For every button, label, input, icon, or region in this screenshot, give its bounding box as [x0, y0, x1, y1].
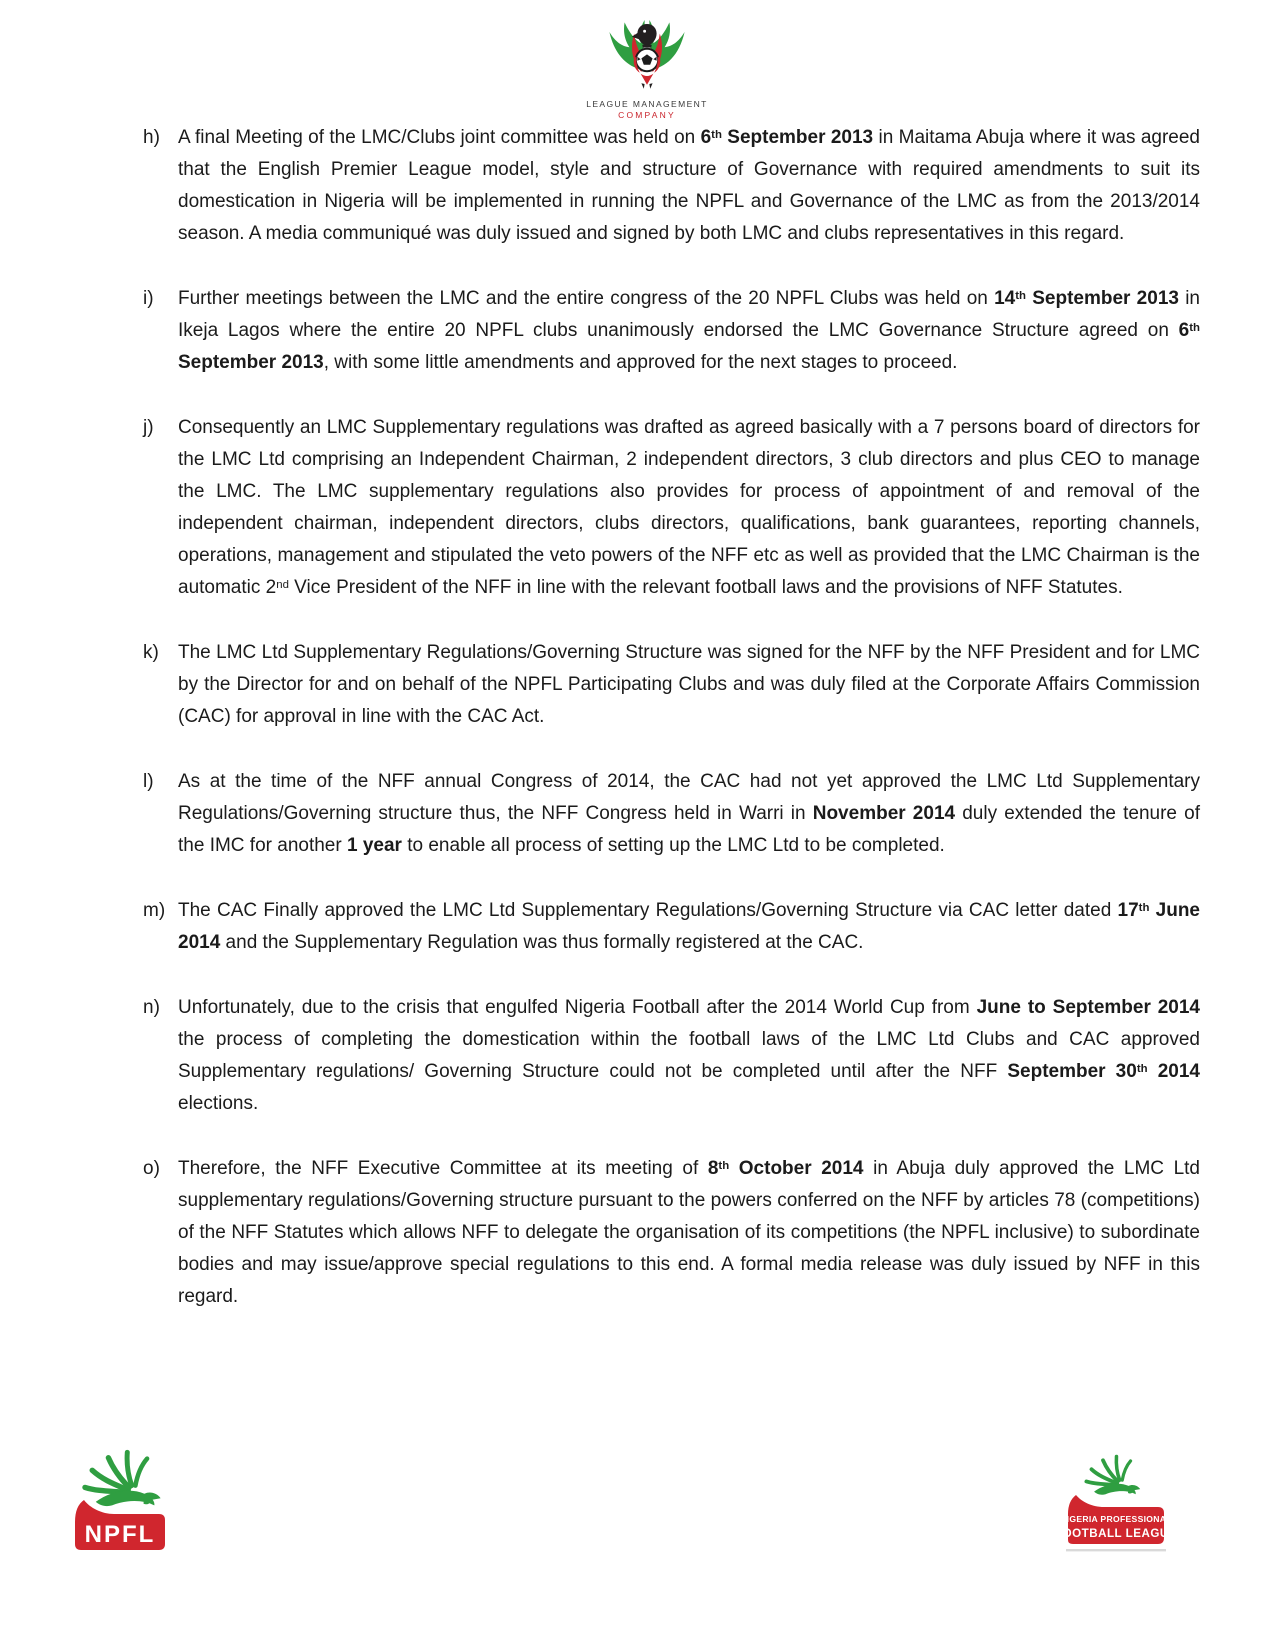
text-segment: A final Meeting of the LMC/Clubs joint committee was held on [178, 127, 701, 148]
text-segment: As at the time of the NFF annual Congress of 2014, the CAC had not yet approved the LMC Ltd Supplementary Regulations/Governing structure thus, the NFF Congress held in Warri in [178, 771, 1200, 824]
text-segment: 2014 [1147, 1061, 1201, 1082]
text-segment: 8 [707, 1158, 719, 1179]
paragraph-text [178, 992, 1200, 1120]
text-segment: duly extended the tenure of the IMC for another [178, 803, 1200, 856]
text-segment: th [1015, 289, 1027, 302]
npfl-wordmark-line2: FOOTBALL LEAGUE [1055, 1527, 1166, 1540]
npfl-logo-icon [70, 1444, 170, 1554]
text-segment: 6 [700, 127, 712, 148]
paragraph-i [143, 283, 1200, 379]
text-segment: October 2014 [729, 1158, 864, 1179]
text-segment: June to September 2014 [976, 997, 1200, 1018]
paragraph-label: k) [143, 642, 159, 663]
paragraph-label: n) [143, 997, 160, 1018]
text-segment: 1 year [346, 835, 402, 856]
paragraph-text [178, 895, 1200, 959]
text-segment: and the Supplementary Regulation was thus formally registered at the CAC. [220, 932, 864, 953]
text-segment: Vice President of the NFF in line with the relevant football laws and the provisions of NFF Statutes. [288, 577, 1123, 598]
text-segment: th [711, 128, 722, 141]
lmc-logo [582, 16, 712, 120]
text-segment: Unfortunately, due to the crisis that engulfed Nigeria Football after the 2014 World Cup from [178, 997, 977, 1018]
text-segment: The CAC Finally approved the LMC Ltd Supplementary Regulations/Governing Structure via CAC letter dated [178, 900, 1118, 921]
npfl-logo [70, 1444, 170, 1559]
paragraph-label: h) [143, 127, 160, 148]
npfl-wordmark-line1: NIGERIA PROFESSIONAL [1060, 1514, 1166, 1524]
text-segment: Consequently an LMC Supplementary regulations was drafted as agreed basically with a 7 persons board of directors for the LMC Ltd comprising an Independent Chairman, 2 independent directors, 3 club directors and plus CEO to manage the LMC. The LMC supplementary regulations also provides for process of appointment of and removal of the independent chairman, independent directors, clubs directors, qualifications, bank guarantees, reporting channels, operations, management and stipulated the veto powers of the NFF etc as well as provided that the LMC Chairman is the automatic 2 [178, 417, 1200, 598]
paragraph-text [178, 1153, 1200, 1313]
paragraph-n [143, 992, 1200, 1120]
logo-underline [1066, 1549, 1166, 1551]
paragraph-text [178, 283, 1200, 379]
text-segment: September 2013 [178, 352, 324, 373]
npfl-eagle-icon [1086, 1456, 1140, 1494]
text-segment: th [1189, 321, 1200, 334]
paragraph-l [143, 766, 1200, 862]
text-segment: th [718, 1159, 730, 1172]
paragraph-text [178, 637, 1200, 733]
paragraph-label: i) [143, 288, 154, 309]
lmc-crest-icon [599, 16, 695, 96]
paragraph-label: m) [143, 900, 166, 921]
paragraph-o [143, 1153, 1200, 1313]
npfl-eagle-icon [85, 1452, 161, 1506]
text-segment: th [1138, 901, 1150, 914]
text-segment: September 2013 [1026, 288, 1179, 309]
text-segment: 6 [1178, 320, 1190, 341]
npfl-wordmark-icon [1046, 1452, 1166, 1554]
lmc-logo-text-line2: COMPANY [618, 110, 676, 120]
paragraph-m [143, 895, 1200, 959]
paragraph-text [178, 766, 1200, 862]
text-segment: nd [276, 578, 289, 591]
paragraph-text [178, 412, 1200, 604]
npfl-wordmark-logo [1046, 1452, 1166, 1559]
lmc-logo-text-line1: LEAGUE MANAGEMENT [586, 99, 708, 109]
paragraph-list [143, 122, 1200, 1346]
text-segment: 17 [1117, 900, 1139, 921]
paragraph-label: j) [143, 417, 154, 438]
paragraph-k [143, 637, 1200, 733]
text-segment: November 2014 [812, 803, 956, 824]
text-segment: September 2013 [721, 127, 874, 148]
text-segment: , with some little amendments and approved for the next stages to proceed. [323, 352, 958, 373]
text-segment: Further meetings between the LMC and the entire congress of the 20 NPFL Clubs was held on [178, 288, 995, 309]
text-segment: to enable all process of setting up the LMC Ltd to be completed. [401, 835, 945, 856]
text-segment: in Abuja duly approved the LMC Ltd supplementary regulations/Governing structure pursuant to the powers conferred on the NFF by articles 78 (competitions) of the NFF Statutes which allows NFF to delegate the organisation of its competitions (the NPFL inclusive) to subordinate bodies and may issue/approve special regulations to this end. A formal media release was duly issued by NFF in this regard. [178, 1158, 1201, 1307]
text-segment: in Maitama Abuja where it was agreed that the English Premier League model, style and structure of Governance with required amendments to suit its domestication in Nigeria will be implemented in running the NPFL and Governance of the LMC as from the 2013/2014 season. A media communiqué was duly issued and signed by both LMC and clubs representatives in this regard. [178, 127, 1201, 244]
text-segment: Therefore, the NFF Executive Committee at its meeting of [178, 1158, 708, 1179]
text-segment: September 30 [1007, 1061, 1137, 1082]
paragraph-h [143, 122, 1200, 250]
text-segment: elections. [178, 1093, 259, 1114]
paragraph-label: o) [143, 1158, 160, 1179]
text-segment: The LMC Ltd Supplementary Regulations/Governing Structure was signed for the NFF by the NFF President and for LMC by the Director for and on behalf of the NPFL Participating Clubs and was duly filed at the Corporate Affairs Commission (CAC) for approval in line with the CAC Act. [178, 642, 1200, 727]
paragraph-label: l) [143, 771, 154, 792]
text-segment: the process of completing the domestication within the football laws of the LMC Ltd Clubs and CAC approved Supplementary regulations/ Governing Structure could not be completed until after the NFF [178, 1029, 1200, 1082]
text-segment: June 2014 [178, 900, 1200, 953]
text-segment: in Ikeja Lagos where the entire 20 NPFL clubs unanimously endorsed the LMC Governance Structure agreed on [178, 288, 1200, 341]
npfl-badge-label: NPFL [84, 1521, 156, 1548]
paragraph-j [143, 412, 1200, 604]
text-segment: th [1136, 1062, 1148, 1075]
paragraph-text [178, 122, 1200, 250]
text-segment: 14 [994, 288, 1016, 309]
